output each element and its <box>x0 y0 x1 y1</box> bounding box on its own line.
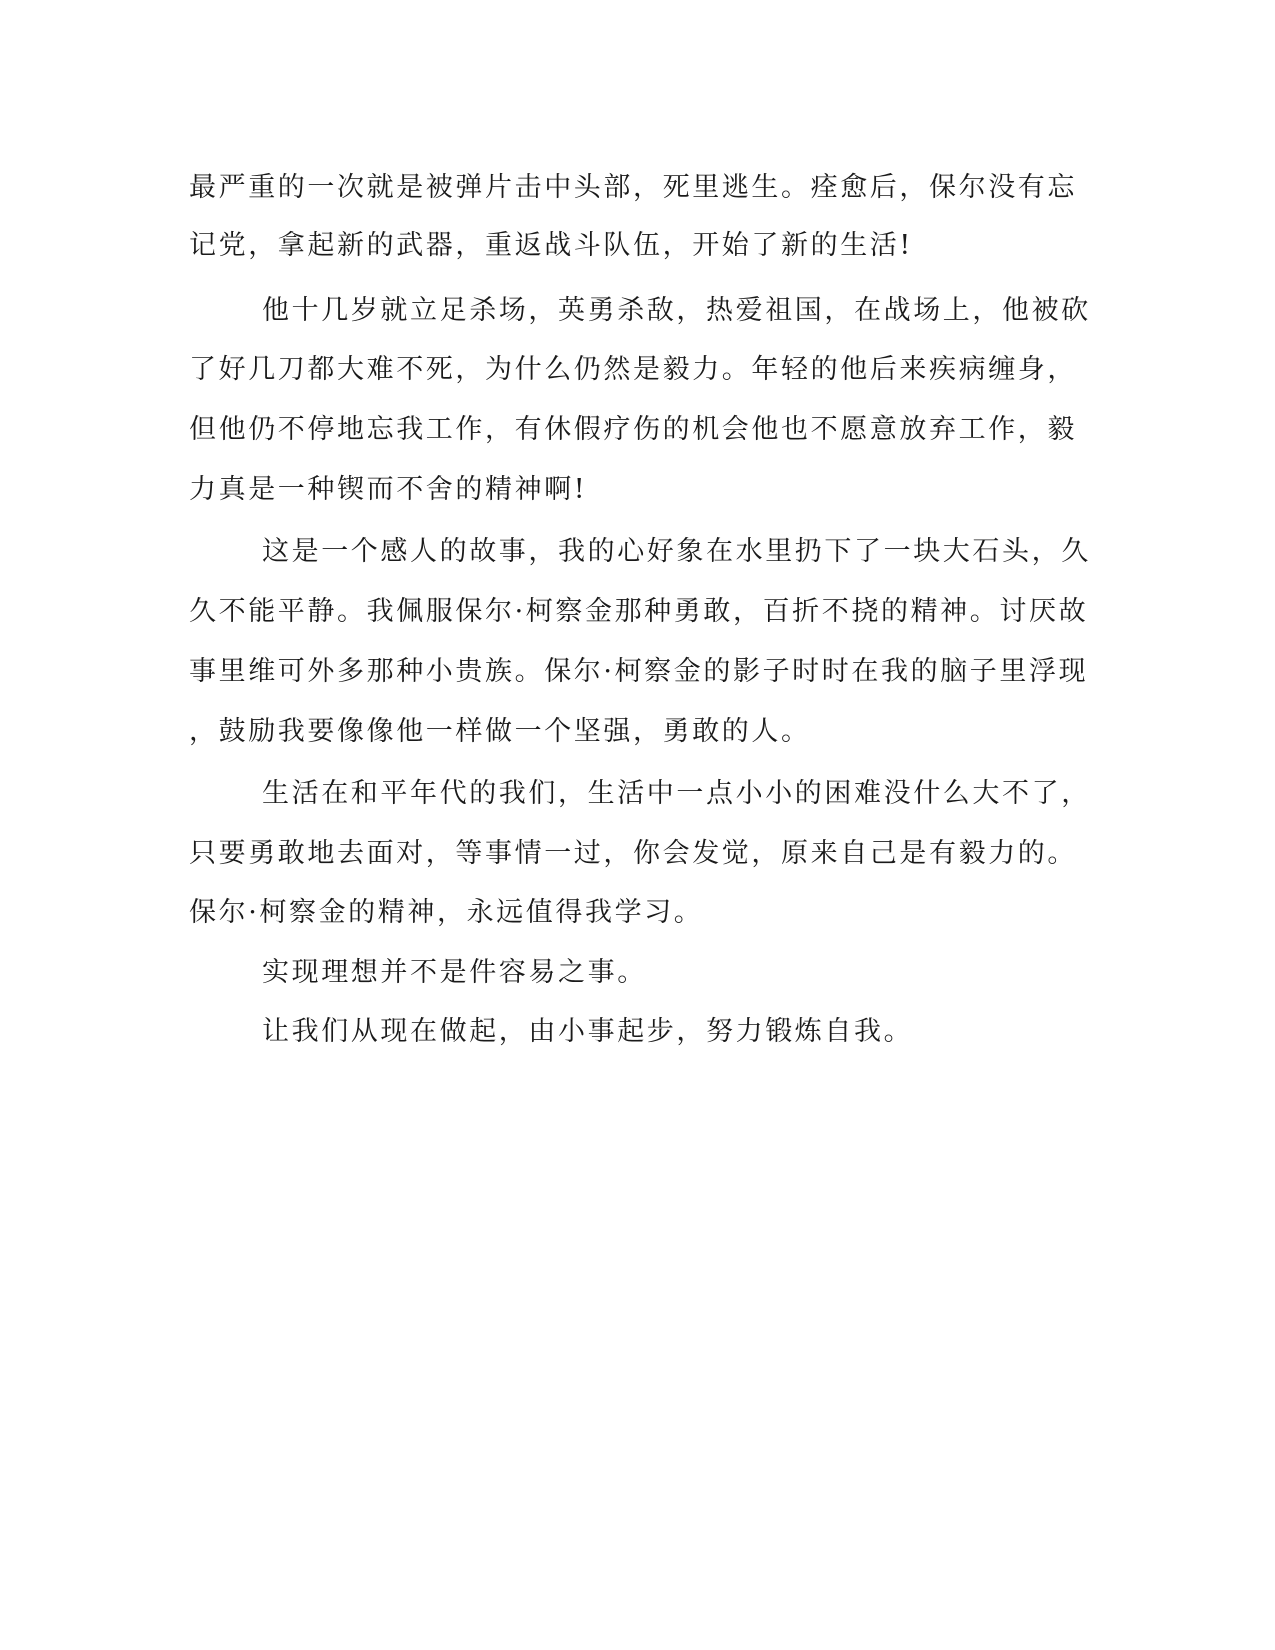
text-line: 让我们从现在做起，由小事起步，努力锻炼自我。 <box>262 1016 914 1047</box>
text-line: 久不能平静。我佩服保尔·柯察金那种勇敢，百折不挠的精神。讨厌故 <box>189 596 1089 627</box>
text-line: 但他仍不停地忘我工作，有休假疗伤的机会他也不愿意放弃工作，毅 <box>189 414 1077 445</box>
text-line: 他十几岁就立足杀场，英勇杀敌，热爱祖国，在战场上，他被砍 <box>262 295 1091 326</box>
text-line: 只要勇敢地去面对，等事情一过，你会发觉，原来自己是有毅力的。 <box>189 838 1077 869</box>
text-line: 这是一个感人的故事，我的心好象在水里扔下了一块大石头，久 <box>262 536 1091 567</box>
text-line: 生活在和平年代的我们，生活中一点小小的困难没什么大不了， <box>262 778 1091 809</box>
text-line: 事里维可外多那种小贵族。保尔·柯察金的影子时时在我的脑子里浮现 <box>189 656 1089 687</box>
text-line: 最严重的一次就是被弹片击中头部，死里逃生。痊愈后，保尔没有忘 <box>189 172 1077 203</box>
text-line: 了好几刀都大难不死，为什么仍然是毅力。年轻的他后来疾病缠身， <box>189 354 1077 385</box>
text-line: 记党，拿起新的武器，重返战斗队伍，开始了新的生活! <box>189 230 913 261</box>
text-line: ，鼓励我要像像他一样做一个坚强，勇敢的人。 <box>189 716 811 747</box>
text-line: 保尔·柯察金的精神，永远值得我学习。 <box>189 897 704 928</box>
text-line: 力真是一种锲而不舍的精神啊! <box>189 474 588 505</box>
text-line: 实现理想并不是件容易之事。 <box>262 957 647 988</box>
